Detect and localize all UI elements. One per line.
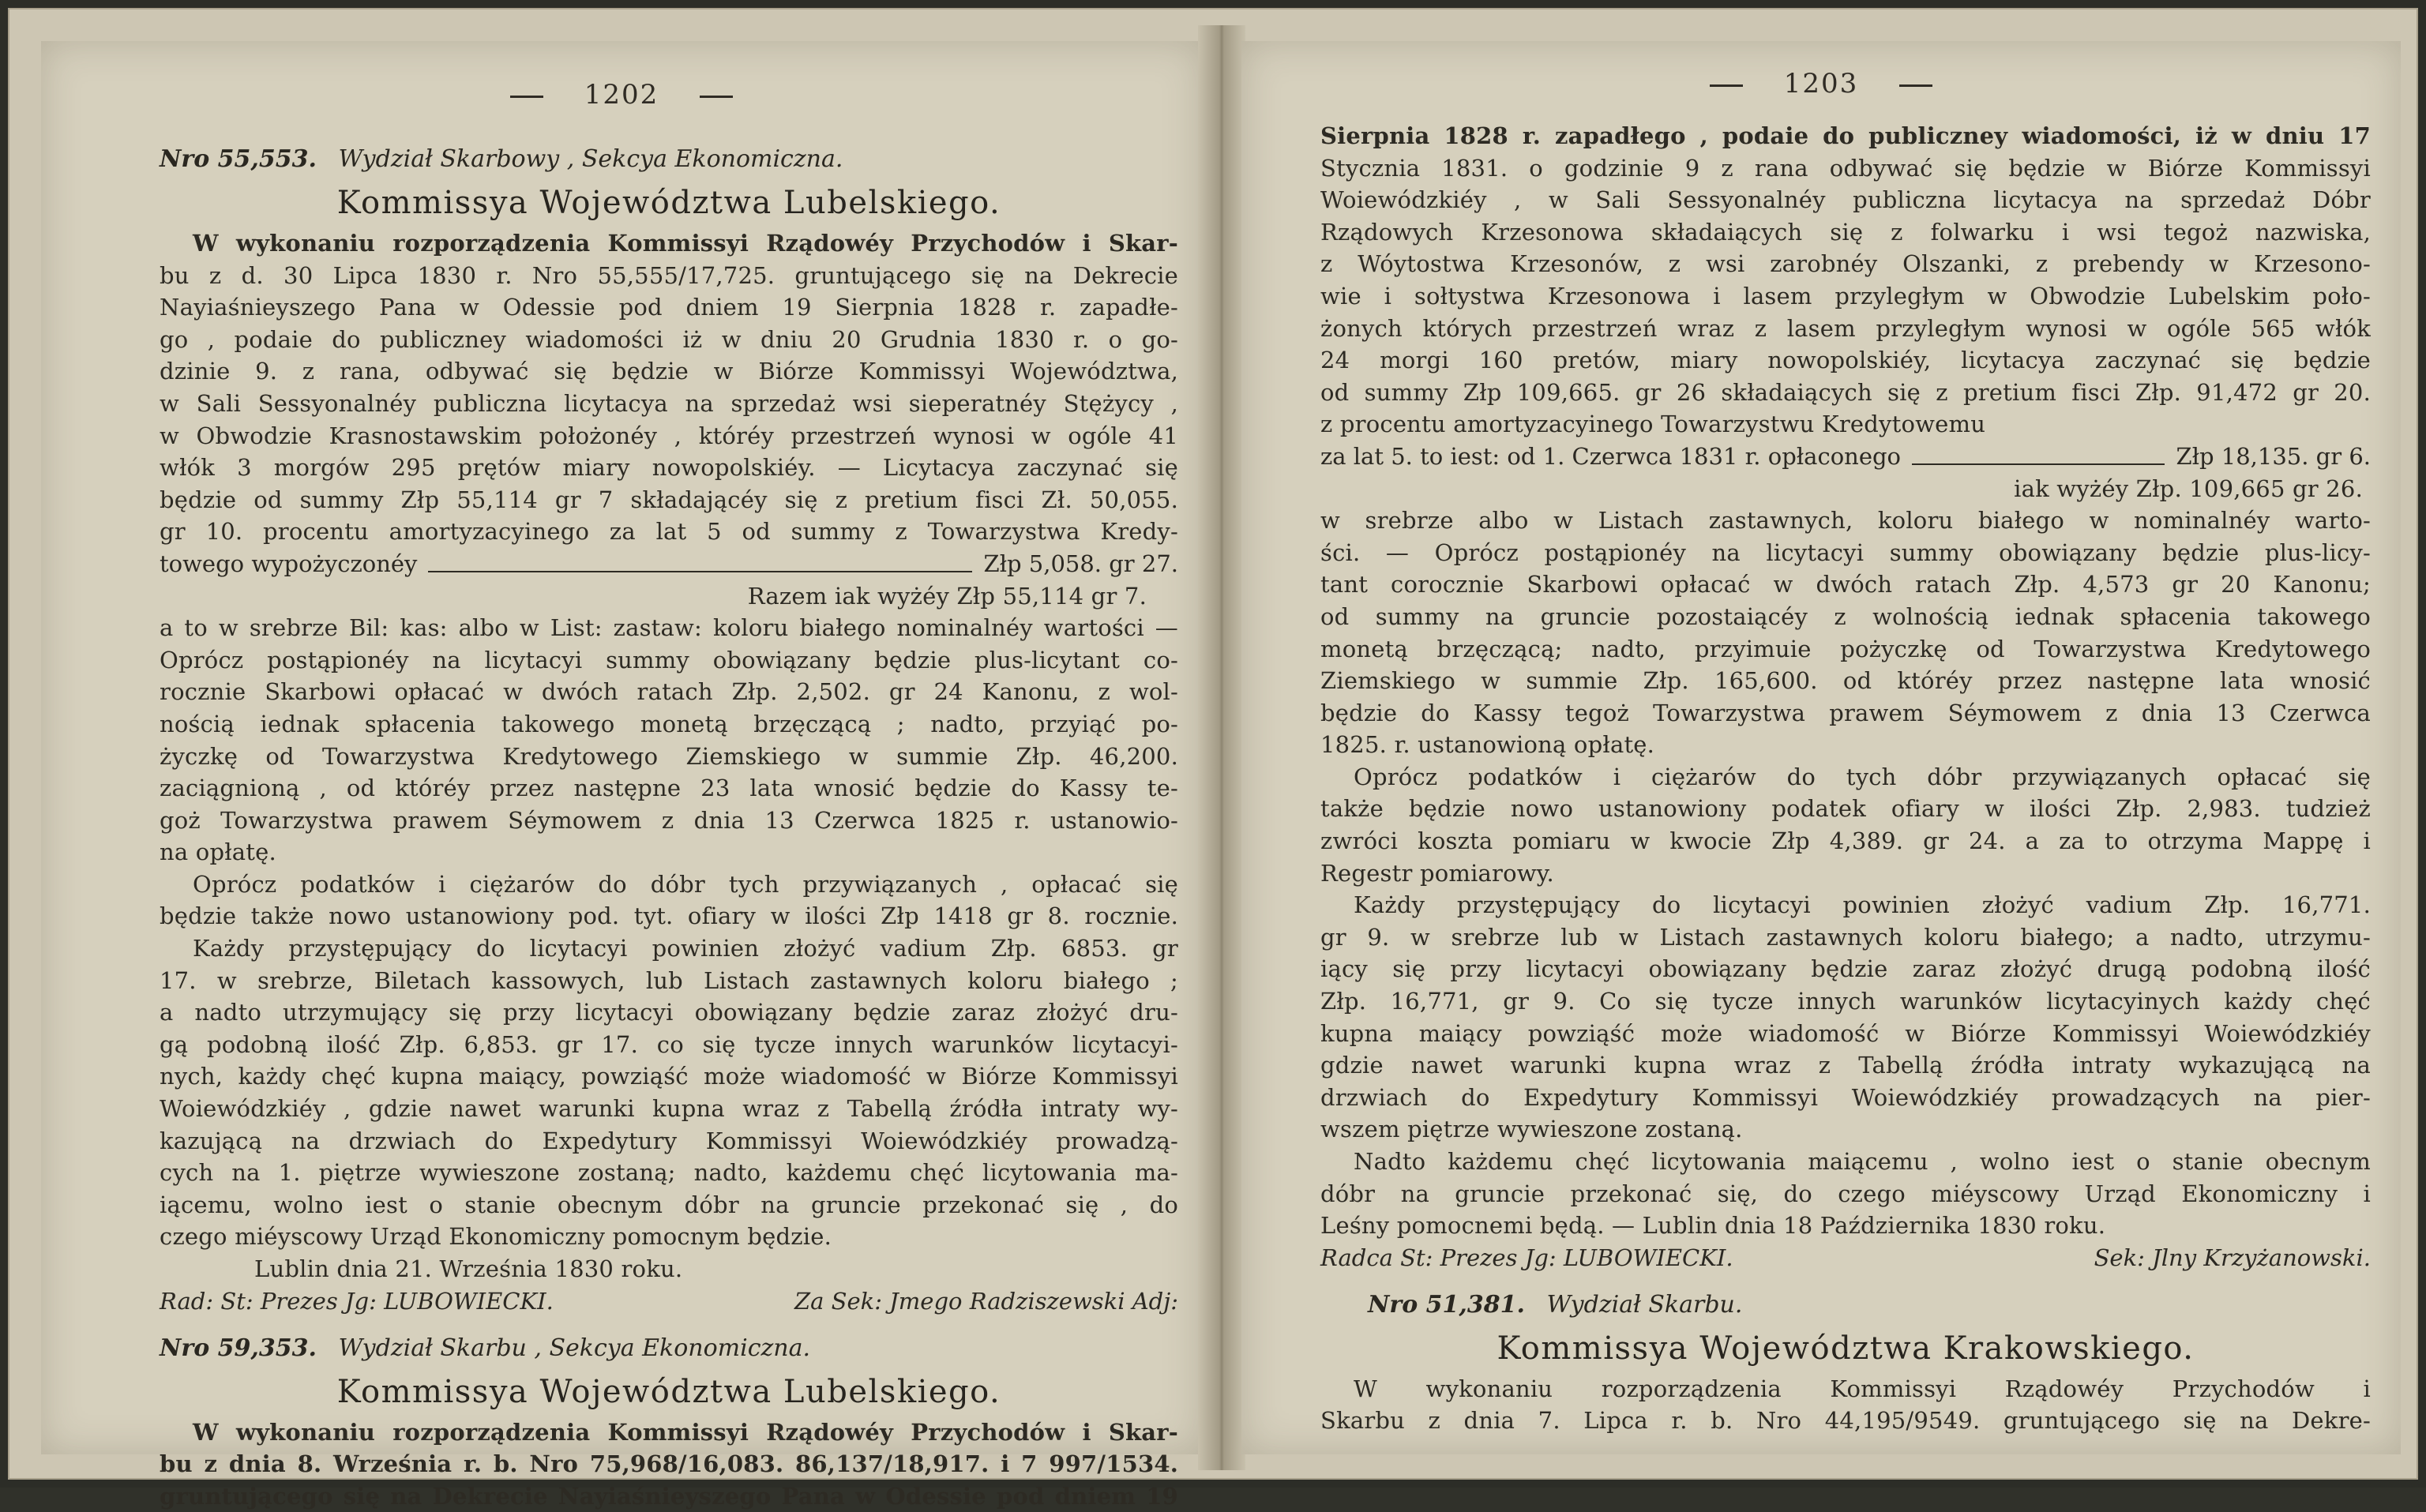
- notice-1-line: kazującą na drzwiach do Expedytury Kommissyi Woiewódzkiéy prowadzą-: [160, 1127, 1178, 1154]
- right-line: Woiewódzkiéy , w Sali Sessyonalnéy publiczna licytacya na sprzedaż Dóbr: [1320, 186, 2371, 214]
- right-line: gr 9. w srebrze lub w Listach zastawnych koloru białego; a nadto, utrzymu-: [1320, 923, 2371, 951]
- notice-1-line: Nayiaśnieyszego Pana w Odessie pod dniem 19 Sierpnia 1828 r. zapadłe-: [160, 294, 1178, 321]
- paid-row: [1320, 441, 2371, 473]
- notice-1-line: gą podobną ilość Złp. 6,853. gr 17. co się tycze innych warunków licytacyi-: [160, 1030, 1178, 1058]
- right-page-number: [1241, 68, 2401, 99]
- notice-1-line: Oprócz podatków i ciężarów do dóbr tych przywiązanych , opłacać się: [193, 870, 1178, 898]
- right-page-content: [1320, 120, 2371, 1437]
- notice-1-title: Kommissya Województwa Lubelskiego.: [336, 185, 1001, 221]
- notice-1-line: włók 3 morgów 295 prętów miary nowopolskiéy. — Licytacya zaczynać się: [160, 454, 1178, 482]
- notice-2-title: Kommissya Województwa Lubelskiego.: [336, 1373, 1001, 1410]
- right-total: iak wyżéy Złp. 109,665 gr 26.: [2014, 475, 2363, 502]
- right-line: wie i sołtystwa Krzesonowa i lasem przyległym w Obwodzie Lubelskim poło-: [1320, 282, 2371, 310]
- notice-3-header: [1320, 1288, 2371, 1323]
- right-line: monetą brzęczącą; nadto, przyimuie pożyczkę od Towarzystwa Kredytowego: [1320, 635, 2371, 662]
- notice-1-line: życzkę od Towarzystwa Kredytowego Ziemskiego w summie Złp. 46,200.: [160, 742, 1178, 770]
- left-page: [41, 41, 1202, 1510]
- paid-label: za lat 5. to iest: od 1. Czerwca 1831 r. opłaconego: [1320, 442, 1902, 470]
- right-line: gdzie nawet warunki kupna wraz z Tabellą źródła intraty wykazującą na: [1320, 1052, 2371, 1079]
- left-page-content: [160, 142, 1178, 1512]
- notice-1-line: będzie od summy Złp 55,114 gr 7 składającéy się z pretium fisci Zł. 50,055.: [160, 486, 1178, 513]
- right-line: od summy Złp 109,665. gr 26 składaiących się z pretium fisci Złp. 91,472 gr 20.: [1320, 378, 2371, 406]
- notice-1-line: 17. w srebrze, Biletach kassowych, lub Listach zastawnych koloru białego ;: [160, 966, 1178, 994]
- notice-1-line: bu z d. 30 Lipca 1830 r. Nro 55,555/17,725. gruntującego się na Dekrecie: [160, 261, 1178, 289]
- notice-1-signature-right: Za Sek: Jmego Radziszewski Adj:: [794, 1287, 1178, 1315]
- notice-3-line: Skarbu z dnia 7. Lipca r. b. Nro 44,195/9549. gruntującego się na Dekre-: [1320, 1407, 2371, 1435]
- right-line: wszem piętrze wywieszone zostaną.: [1320, 1116, 1743, 1143]
- right-line: żonych których przestrzeń wraz z lasem przyległym wynosi w ogóle 565 włók: [1320, 314, 2371, 342]
- left-page-number-text: 1202: [584, 79, 659, 111]
- right-line: Leśny pomocnemi będą. — Lublin dnia 18 Października 1830 roku.: [1320, 1212, 2106, 1240]
- dash-left: [510, 96, 543, 98]
- notice-1-date: Lublin dnia 21. Września 1830 roku.: [254, 1255, 683, 1282]
- notice-1-total: Razem iak wyżéy Złp 55,114 gr 7.: [747, 582, 1147, 610]
- notice-1-line: iącemu, wolno iest o stanie obecnym dóbr na gruncie przekonać się , do: [160, 1191, 1178, 1218]
- notice-1-line: w Sali Sessyonalnéy publiczna licytacya na sprzedaż wsi sieperatnéy Stężycy ,: [160, 389, 1178, 417]
- notice-1-line: Każdy przystępujący do licytacyi powinien złożyć vadium Złp. 6853. gr: [193, 935, 1178, 962]
- right-signature-left: Radca St: Prezes Jg: LUBOWIECKI.: [1320, 1244, 1733, 1271]
- notice-3-department: Wydział Skarbu.: [1546, 1290, 1743, 1319]
- dash-left: [1710, 84, 1743, 87]
- notice-1-line: a nadto utrzymujący się przy licytacyi obowiązany będzie zaraz złożyć dru-: [160, 999, 1178, 1026]
- right-line: od summy na gruncie pozostaiącéy z wolnością iednak spłacenia takowego: [1320, 602, 2371, 630]
- notice-1-signature-left: Rad: St: Prezes Jg: LUBOWIECKI.: [160, 1287, 554, 1315]
- left-page-number: [41, 79, 1202, 111]
- right-line: z procentu amortyzacyinego Towarzystwu Kredytowemu: [1320, 411, 1986, 438]
- dash-right: [1899, 84, 1932, 87]
- notice-1-line: Oprócz postąpionéy na licytacyi summy obowiązany będzie plus-licytant co-: [160, 646, 1178, 673]
- right-line: także będzie nowo ustanowiony podatek ofiary w ilości Złp. 2,983. tudzież: [1320, 795, 2371, 823]
- notice-1-line: czego miéyscowy Urząd Ekonomiczny pomocnym będzie.: [160, 1223, 832, 1251]
- right-signature-right: Sek: Jlny Krzyżanowski.: [2094, 1244, 2371, 1271]
- right-line: 24 morgi 160 pretów, miary nowopolskiéy, licytacya zaczynać się będzie: [1320, 347, 2371, 374]
- notice-2-header: [160, 1331, 1178, 1366]
- borrowed-label: towego wypożyczonéy: [160, 550, 418, 577]
- notice-1-line: rocznie Skarbowi opłacać w dwóch ratach Złp. 2,502. gr 24 Kanonu, z wol-: [160, 678, 1178, 706]
- right-line: 1825. r. ustanowioną opłatę.: [1320, 731, 1655, 759]
- notice-1-line: dzinie 9. z rana, odbywać się będzie w Biórze Kommissyi Województwa,: [160, 358, 1178, 385]
- right-line: zwróci koszta pomiaru w kwocie Złp 4,389. gr 24. a za to otrzyma Mappę i: [1320, 827, 2371, 855]
- notice-3-title: Kommissya Województwa Krakowskiego.: [1497, 1330, 2195, 1367]
- borrowed-rule: [428, 548, 972, 572]
- right-line: Złp. 16,771, gr 9. Co się tycze innych warunków licytacyinych każdy chęć: [1320, 988, 2371, 1015]
- notice-1-number: Nro 55,553.: [160, 145, 317, 173]
- notice-2-number: Nro 59,353.: [160, 1334, 317, 1362]
- borrowed-amount: Złp 5,058. gr 27.: [983, 550, 1178, 577]
- right-line: Stycznia 1831. o godzinie 9 z rana odbywać się będzie w Biórze Kommissyi: [1320, 154, 2371, 182]
- notice-2-department: Wydział Skarbu , Sekcya Ekonomiczna.: [338, 1334, 811, 1362]
- notice-2-line: bu z dnia 8. Września r. b. Nro 75,968/16,083. 86,137/18,917. i 7 997/1534.: [160, 1450, 1178, 1478]
- right-line: Każdy przystępujący do licytacyi powinien złożyć vadium Złp. 16,771.: [1354, 891, 2371, 919]
- notice-1-line: gr 10. procentu amortyzacyinego za lat 5 od summy z Towarzystwa Kredy-: [160, 518, 1178, 546]
- dash-right: [700, 96, 733, 98]
- right-line: drzwiach do Expedytury Kommissyi Woiewódzkiéy prowadzących na pier-: [1320, 1083, 2371, 1111]
- notice-2-line: W wykonaniu rozporządzenia Kommissyi Rządowéy Przychodów i Skar-: [193, 1418, 1178, 1446]
- notice-1-signatures: [160, 1285, 1178, 1317]
- paid-amount: Złp 18,135. gr 6.: [2176, 442, 2371, 470]
- notice-1-line: w Obwodzie Krasnostawskim położonéy , któréy przestrzeń wynosi w ogóle 41: [160, 422, 1178, 449]
- right-page-number-text: 1203: [1783, 68, 1859, 99]
- notice-3-number: Nro 51,381.: [1368, 1290, 1525, 1319]
- right-line: Ziemskiego w summie Złp. 165,600. od któréy przez następne lata wnosić: [1320, 667, 2371, 695]
- notice-1-line: go , podaie do publiczney wiadomości iż w dniu 20 Grudnia 1830 r. o go-: [160, 325, 1178, 353]
- right-line: ści. — Oprócz postąpionéy na licytacyi summy obowiązany będzie plus-licy-: [1320, 538, 2371, 566]
- right-line: Rządowych Krzesonowa składaiących się z folwarku i wsi tegoż nazwiska,: [1320, 218, 2371, 246]
- notice-1-line: cych na 1. piętrze wywieszone zostaną; nadto, każdemu chęć licytowania ma-: [160, 1159, 1178, 1187]
- notice-1-line: zaciągnioną , od któréy przez następne 23 lata wnosić będzie do Kassy te-: [160, 775, 1178, 802]
- right-line: będzie do Kassy tegoż Towarzystwa prawem Séymowem z dnia 13 Czerwca: [1320, 699, 2371, 726]
- notice-1-line: będzie także nowo ustanowiony pod. tyt. ofiary w ilości Złp 1418 gr 8. rocznie.: [160, 902, 1178, 930]
- paid-rule: [1912, 441, 2165, 465]
- notice-1-line: nością iednak spłacenia takowego monetą brzęczącą ; nadto, przyiąć po-: [160, 710, 1178, 737]
- notice-1-line: na opłatę.: [160, 839, 276, 866]
- right-line: iący się przy licytacyi obowiązany będzie zaraz złożyć drugą podobną ilość: [1320, 955, 2371, 983]
- notice-1-line: nych, każdy chęć kupna maiący, powziąść może wiadomość w Biórze Kommissyi: [160, 1063, 1178, 1090]
- notice-1-line: goż Towarzystwa prawem Séymowem z dnia 13 Czerwca 1825 r. ustanowio-: [160, 806, 1178, 834]
- notice-1-line: W wykonaniu rozporządzenia Kommissyi Rządowéy Przychodów i Skar-: [193, 230, 1178, 257]
- right-line: tant corocznie Skarbowi opłacać w dwóch ratach Złp. 4,573 gr 20 Kanonu;: [1320, 571, 2371, 598]
- right-line: w srebrze albo w Listach zastawnych, koloru białego w nominalnéy warto-: [1320, 507, 2371, 535]
- right-signatures: [1320, 1242, 2371, 1274]
- right-line: Sierpnia 1828 r. zapadłego , podaie do publiczney wiadomości, iż w dniu 17: [1320, 122, 2371, 149]
- notice-1-department: Wydział Skarbowy , Sekcya Ekonomiczna.: [338, 145, 843, 173]
- right-line: z Wóytostwa Krzesonów, z wsi zarobnéy Olszanki, z prebendy w Krzesono-: [1320, 250, 2371, 278]
- notice-1-header: [160, 142, 1178, 177]
- right-page: [1241, 41, 2401, 1454]
- notice-3-line: W wykonaniu rozporządzenia Kommissyi Rządowéy Przychodów i: [1354, 1375, 2371, 1402]
- right-line: Regestr pomiarowy.: [1320, 859, 1554, 887]
- right-line: Nadto każdemu chęć licytowania maiącemu , wolno iest o stanie obecnym: [1354, 1148, 2371, 1175]
- book-spread: [8, 8, 2418, 1510]
- right-line: kupna maiący powziąść może wiadomość w Biórze Kommissyi Woiewódzkiéy: [1320, 1019, 2371, 1047]
- right-line: Oprócz podatków i ciężarów do tych dóbr przywiązanych opłacać się: [1354, 763, 2371, 790]
- notice-1-borrowed-row: [160, 548, 1178, 580]
- notice-1-line: a to w srebrze Bil: kas: albo w List: zastaw: koloru białego nominalnéy wartości —: [160, 614, 1178, 642]
- notice-1-line: Woiewódzkiéy , gdzie nawet warunki kupna wraz z Tabellą źródła intraty wy-: [160, 1095, 1178, 1123]
- book-gutter: [1198, 25, 1245, 1470]
- right-line: dóbr na gruncie przekonać się, do czego miéyscowy Urząd Ekonomiczny i: [1320, 1180, 2371, 1207]
- notice-2-line: gruntującego się na Dekrecie Nayiaśnieyszego Pana w Odessie pod dniem 19: [160, 1482, 1178, 1510]
